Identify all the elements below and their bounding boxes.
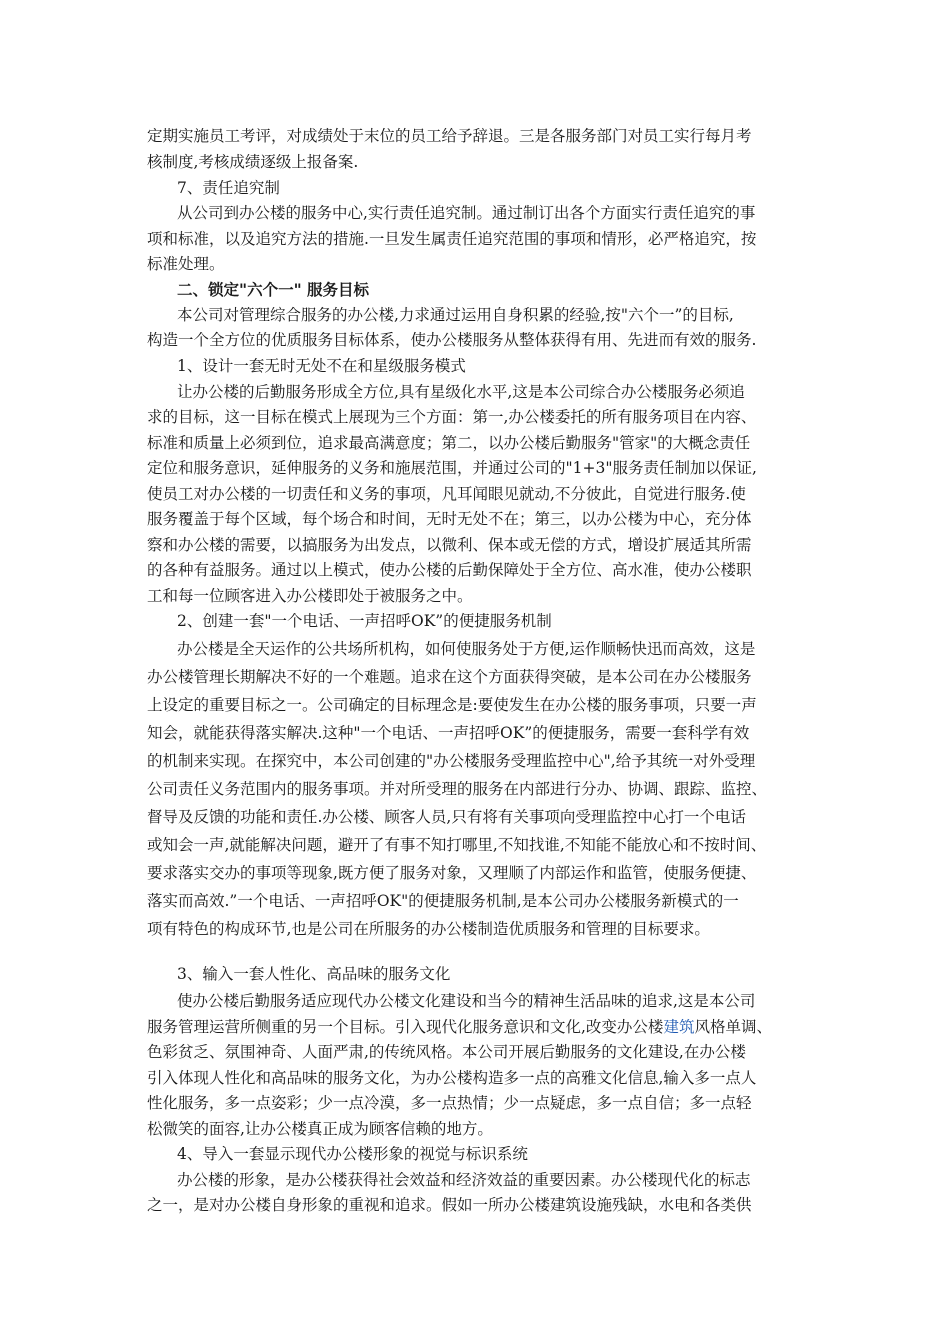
paragraph-line: 上设定的重要目标之一。公司确定的目标理念是:要使发生在办公楼的服务事项，只要一声 [147,696,757,714]
paragraph-line: 要求落实交办的事项等现象,既方便了服务对象，又理顺了内部运作和监管，使服务便捷、 [147,864,757,882]
paragraph-line: 定位和服务意识，延伸服务的义务和施展范围，并通过公司的"1+3"服务责任制加以保证, [147,459,757,477]
line-text: 服务管理运营所侧重的另一个目标。引入现代化服务意识和文化,改变办公楼 [147,1018,664,1036]
paragraph-line: 察和办公楼的需要，以搞服务为出发点，以微利、保本或无偿的方式，增设扩展适其所需 [147,536,752,554]
section-heading: 1、设计一套无时无处不在和星级服务模式 [177,357,466,375]
paragraph-line: 本公司对管理综合服务的办公楼,力求通过运用自身积累的经验,按"六个一”的目标, [177,306,734,324]
paragraph-line: 定期实施员工考评，对成绩处于末位的员工给予辞退。三是各服务部门对员工实行每月考 [147,127,752,145]
paragraph-line: 办公楼管理长期解决不好的一个难题。追求在这个方面获得突破，是本公司在办公楼服务 [147,668,752,686]
paragraph-line: 项有特色的构成环节,也是公司在所服务的办公楼制造优质服务和管理的目标要求。 [147,920,710,938]
section-heading: 7、责任追究制 [177,179,280,197]
paragraph-line: 落实而高效.”一个电话、一声招呼OK"的便捷服务机制,是本公司办公楼服务新模式的一 [147,892,739,910]
paragraph-line: 服务覆盖于每个区域，每个场合和时间，无时无处不在；第三，以办公楼为中心，充分体 [147,510,752,528]
section-heading: 2、创建一套"一个电话、一声招呼OK”的便捷服务机制 [177,612,552,630]
paragraph-line: 知会，就能获得落实解决.这种"一个电话、一声招呼OK”的便捷服务，需要一套科学有效 [147,724,750,742]
paragraph-line: 让办公楼的后勤服务形成全方位,具有星级化水平,这是本公司综合办公楼服务必须追 [177,383,745,401]
paragraph-line: 求的目标，这一目标在模式上展现为三个方面：第一,办公楼委托的所有服务项目在内容、 [147,408,757,426]
paragraph-line: 标准处理。 [147,255,225,273]
paragraph-line: 项和标准，以及追究方法的措施.一旦发生属责任追究范围的事项和情形，必严格追究，按 [147,230,757,248]
paragraph-line: 公司责任义务范围内的服务事项。并对所受理的服务在内部进行分办、协调、跟踪、监控、 [147,780,768,798]
paragraph-line: 的机制来实现。在探究中，本公司创建的"办公楼服务受理监控中心",给予其统一对外受理 [147,752,756,770]
section-heading: 4、导入一套显示现代办公楼形象的视觉与标识系统 [177,1145,528,1163]
paragraph-line: 构造一个全方位的优质服务目标体系，使办公楼服务从整体获得有用、先进而有效的服务. [147,331,757,349]
paragraph-line: 使办公楼后勤服务适应现代办公楼文化建设和当今的精神生活品味的追求,这是本公司 [177,992,756,1010]
paragraph-line: 松微笑的面容,让办公楼真正成为顾客信赖的地方。 [147,1120,493,1138]
paragraph-line: 督导及反馈的功能和责任.办公楼、顾客人员,只有将有关事项向受理监控中心打一个电话 [147,808,746,826]
paragraph-line: 性化服务，多一点姿彩；少一点冷漠，多一点热情；少一点疑虑，多一点自信；多一点轻 [147,1094,752,1112]
paragraph-line [147,1020,950,1036]
building-link[interactable]: 建筑 [663,1018,695,1036]
paragraph-line: 色彩贫乏、氛围神奇、人面严肃,的传统风格。本公司开展后勤服务的文化建设,在办公楼 [147,1043,746,1061]
paragraph-line: 使员工对办公楼的一切责任和义务的事项，凡耳闻眼见就动,不分彼此，自觉进行服务.使 [147,485,746,503]
paragraph-line: 工和每一位顾客进入办公楼即处于被服务之中。 [147,587,473,605]
section-heading: 3、输入一套人性化、高品味的服务文化 [177,965,451,983]
paragraph-line: 的各种有益服务。通过以上模式，使办公楼的后勤保障处于全方位、高水准，使办公楼职 [147,561,752,579]
line-text: 风格单调、 [694,1018,772,1036]
paragraph-line: 引入体现人性化和高品味的服务文化，为办公楼构造多一点的高雅文化信息,输入多一点人 [147,1069,757,1087]
paragraph-line: 办公楼是全天运作的公共场所机构，如何使服务处于方便,运作顺畅快迅而高效，这是 [177,640,756,658]
chapter-heading: 二、锁定"六个一" 服务目标 [177,280,370,299]
paragraph-line: 之一，是对办公楼自身形象的重视和追求。假如一所办公楼建筑设施残缺，水电和各类供 [147,1196,752,1214]
paragraph-line: 标准和质量上必须到位，追求最高满意度；第二，以办公楼后勤服务"管家"的大概念责任 [147,434,751,452]
paragraph-line: 从公司到办公楼的服务中心,实行责任追究制。通过制订出各个方面实行责任追究的事 [177,204,756,222]
paragraph-line: 核制度,考核成绩逐级上报备案. [147,153,359,171]
paragraph-line: 办公楼的形象，是办公楼获得社会效益和经济效益的重要因素。办公楼现代化的标志 [177,1171,751,1189]
paragraph-line: 或知会一声,就能解决问题，避开了有事不知打哪里,不知找谁,不知能不能放心和不按时间、 [147,836,767,854]
